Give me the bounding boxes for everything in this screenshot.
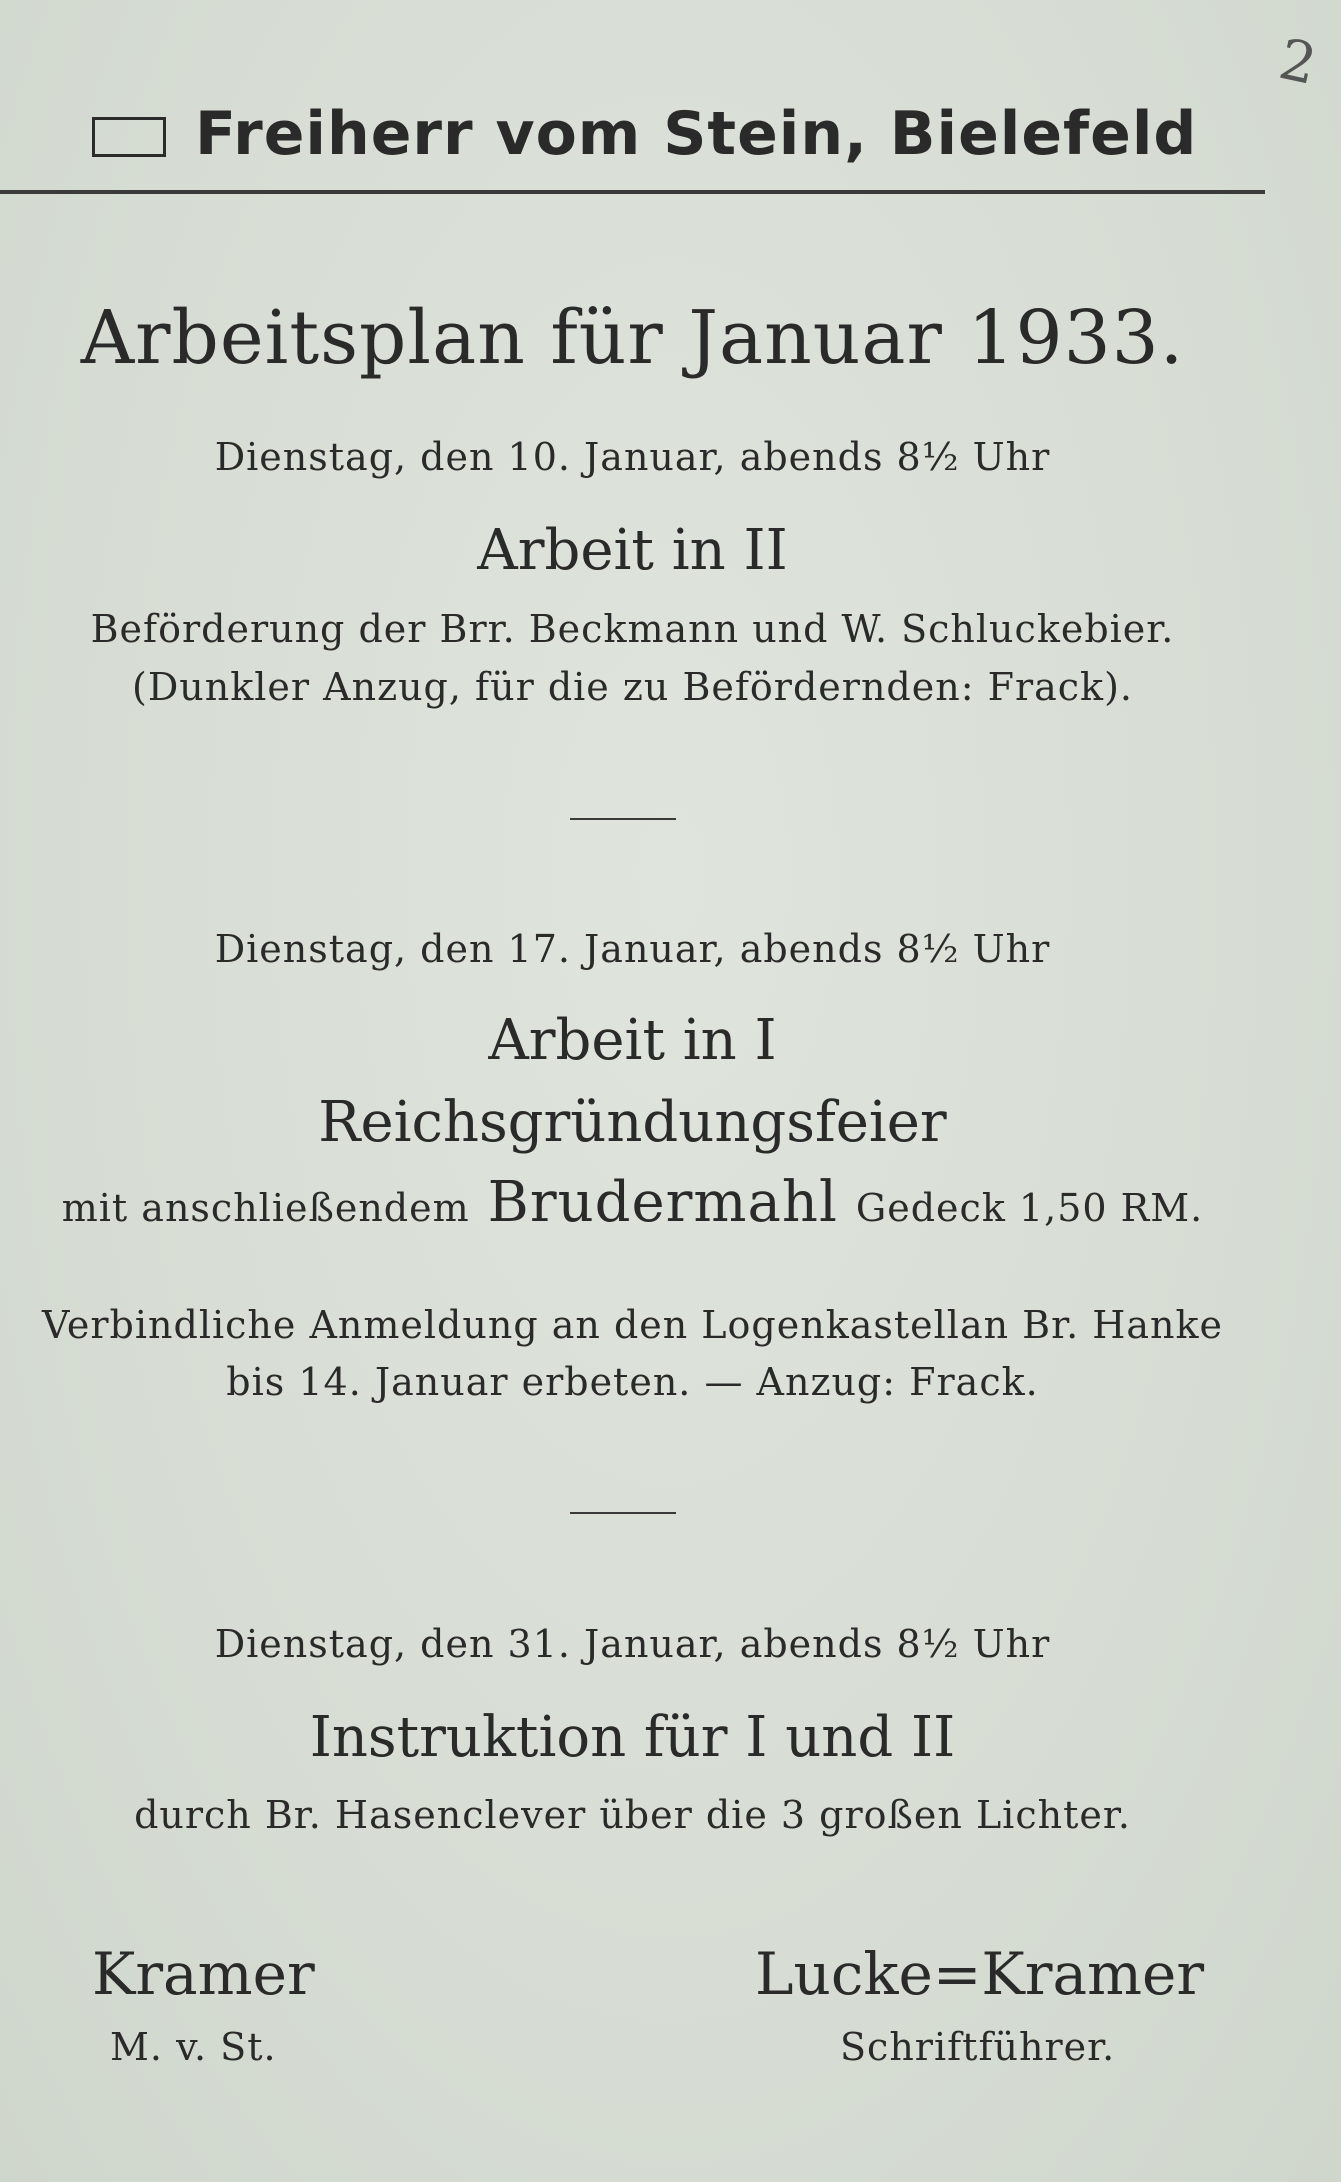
rectangle-symbol-icon xyxy=(92,117,166,157)
dinner-title: Brudermahl xyxy=(487,1170,838,1235)
event-1-line-1: Beförderung der Brr. Beckmann und W. Schluckebier. xyxy=(90,607,1175,651)
signature-left-role: M. v. St. xyxy=(110,2025,277,2069)
event-2-dinner-line xyxy=(0,1170,1265,1235)
signature-right-name: Lucke=Kramer xyxy=(755,1940,1205,2008)
event-1-heading: Arbeit in II xyxy=(477,518,788,583)
letterhead xyxy=(0,95,1265,194)
dinner-prefix: mit anschließendem xyxy=(61,1186,470,1230)
signature-right-role: Schriftführer. xyxy=(840,2025,1116,2069)
section-divider xyxy=(570,818,676,820)
event-2-heading: Arbeit in I xyxy=(488,1008,777,1073)
event-1-line-2: (Dunkler Anzug, für die zu Befördernden: Frack). xyxy=(132,665,1133,709)
event-2-line-1: Verbindliche Anmeldung an den Logenkastellan Br. Hanke xyxy=(41,1303,1224,1347)
event-3-heading: Instruktion für I und II xyxy=(309,1705,956,1770)
signature-left-name: Kramer xyxy=(92,1940,315,2008)
event-2-subheading: Reichsgründungsfeier xyxy=(318,1090,947,1155)
lodge-name: Freiherr vom Stein, Bielefeld xyxy=(195,99,1198,169)
document-title: Arbeitsplan für Januar 1933. xyxy=(80,295,1185,381)
dinner-price: Gedeck 1,50 RM. xyxy=(855,1186,1204,1230)
event-3-line-1: durch Br. Hasenclever über die 3 großen Lichter. xyxy=(134,1793,1131,1837)
event-1-date: Dienstag, den 10. Januar, abends 8½ Uhr xyxy=(214,435,1051,479)
handwritten-page-number: 2 xyxy=(1273,27,1323,98)
section-divider xyxy=(570,1512,676,1514)
event-3-date: Dienstag, den 31. Januar, abends 8½ Uhr xyxy=(214,1622,1051,1666)
event-2-line-2: bis 14. Januar erbeten. — Anzug: Frack. xyxy=(226,1360,1039,1404)
event-2-date: Dienstag, den 17. Januar, abends 8½ Uhr xyxy=(214,927,1051,971)
